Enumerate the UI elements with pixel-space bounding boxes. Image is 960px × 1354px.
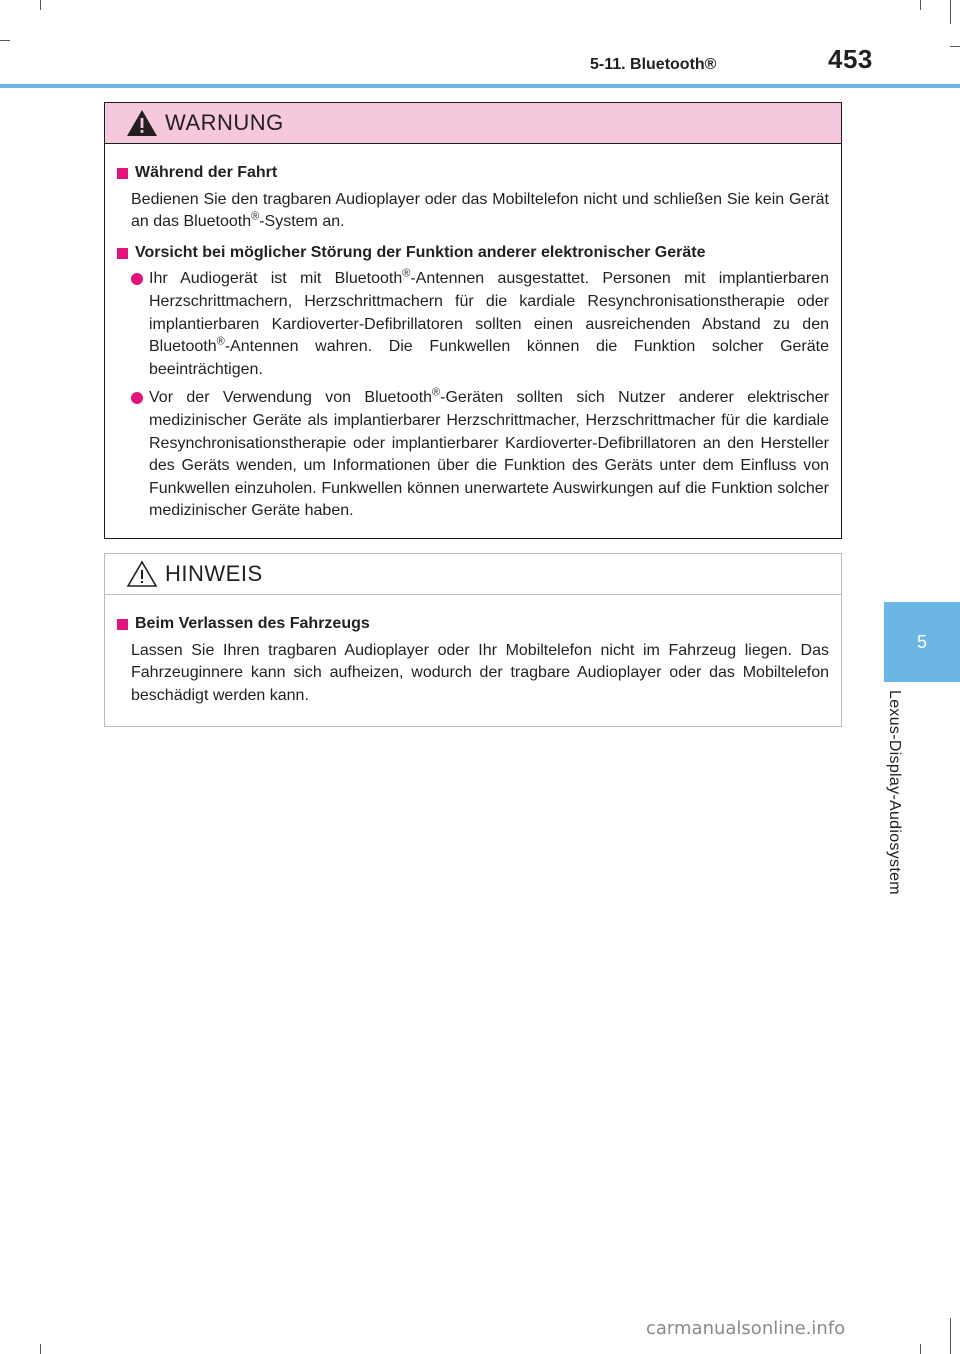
square-bullet-icon	[117, 619, 128, 630]
section-heading	[117, 613, 829, 636]
notice-box	[104, 553, 842, 727]
chapter-label-text: Lexus-Display-Audiosystem	[886, 690, 903, 895]
paragraph: Lassen Sie Ihren tragbaren Audioplayer oder Ihr Mobiltelefon nicht im Fahrzeug liegen. Das Fahrzeuginnere kann sich aufheizen, wodurch der tragbare Audioplayer oder das Mobiltelefon beschädigt werden kann.	[131, 641, 829, 704]
chapter-tab: 5	[884, 602, 960, 682]
paragraph	[117, 189, 829, 234]
dot-bullet-icon	[131, 273, 143, 285]
square-bullet-icon	[117, 168, 128, 179]
text: Bedienen Sie den tragbaren Audioplayer oder das Mobiltelefon nicht und schließen Sie kein Gerät an das Bluetooth	[131, 190, 829, 231]
notice-body	[105, 595, 841, 735]
warning-header	[105, 103, 841, 144]
crop-mark	[950, 1318, 951, 1354]
crop-mark	[40, 0, 41, 10]
dot-bullet-icon	[131, 392, 143, 404]
page-number: 453	[828, 44, 873, 74]
list-item	[117, 387, 829, 523]
registered-mark: ®	[402, 268, 411, 281]
notice-title: HINWEIS	[165, 561, 263, 586]
crop-mark	[950, 0, 951, 24]
registered-mark: ®	[251, 210, 260, 223]
warning-title: WARNUNG	[165, 110, 284, 135]
text: -Antennen ausgestattet. Personen mit implantierbaren Herzschrittmachern, Herzschrittmachern für die kardiale Resynchronisationstherapie oder implantierbaren Kardioverter-Defibrillatoren sollten einen ausreichenden Abstand zu den Bluetooth	[149, 270, 829, 356]
crop-mark	[920, 0, 921, 10]
notice-header	[105, 554, 841, 595]
warning-box	[104, 102, 842, 539]
crop-mark	[0, 40, 10, 41]
heading-text: Vorsicht bei möglicher Störung der Funktion anderer elektronischer Geräte	[135, 243, 706, 261]
section-heading	[117, 162, 829, 185]
heading-text: Während der Fahrt	[135, 164, 278, 181]
registered-mark: ®	[432, 387, 441, 400]
warning-triangle-icon	[125, 108, 159, 138]
crop-mark	[950, 46, 960, 47]
text: -Antennen wahren. Die Funkwellen können die Funktion solcher Geräte beeinträchtigen.	[149, 338, 829, 378]
text: Ihr Audiogerät ist mit Bluetooth	[149, 270, 403, 288]
header-rule	[0, 84, 960, 88]
warning-body	[105, 144, 841, 549]
text: -System an.	[259, 213, 345, 231]
crop-mark	[920, 1344, 921, 1354]
text: Vor der Verwendung von Bluetooth	[149, 389, 433, 407]
section-title: 5-11. Bluetooth®	[590, 56, 717, 73]
section-heading	[117, 242, 829, 265]
square-bullet-icon	[117, 248, 128, 259]
list-item	[117, 268, 829, 381]
registered-mark: ®	[216, 335, 225, 348]
watermark-logo: carmanualsonline.info	[646, 1318, 846, 1339]
text: -Geräten sollten sich Nutzer anderer elektrischer medizinischer Geräte als implantierbarer Herzschrittmacher, Herzschrittmacher für die kardiale Resynchronisationstherapie oder implantierbarer Kardioverter-Defibrillatoren an den Hersteller des Geräts wenden, um Informationen über die Funktion des Geräts unter dem Einfluss von Funkwellen einzuholen. Funkwellen können unerwartete Auswirkungen auf die Funktion solcher medizinischer Geräte haben.	[149, 389, 829, 520]
heading-text: Beim Verlassen des Fahrzeugs	[135, 615, 370, 632]
crop-mark	[40, 1344, 41, 1354]
caution-triangle-icon	[125, 559, 159, 589]
